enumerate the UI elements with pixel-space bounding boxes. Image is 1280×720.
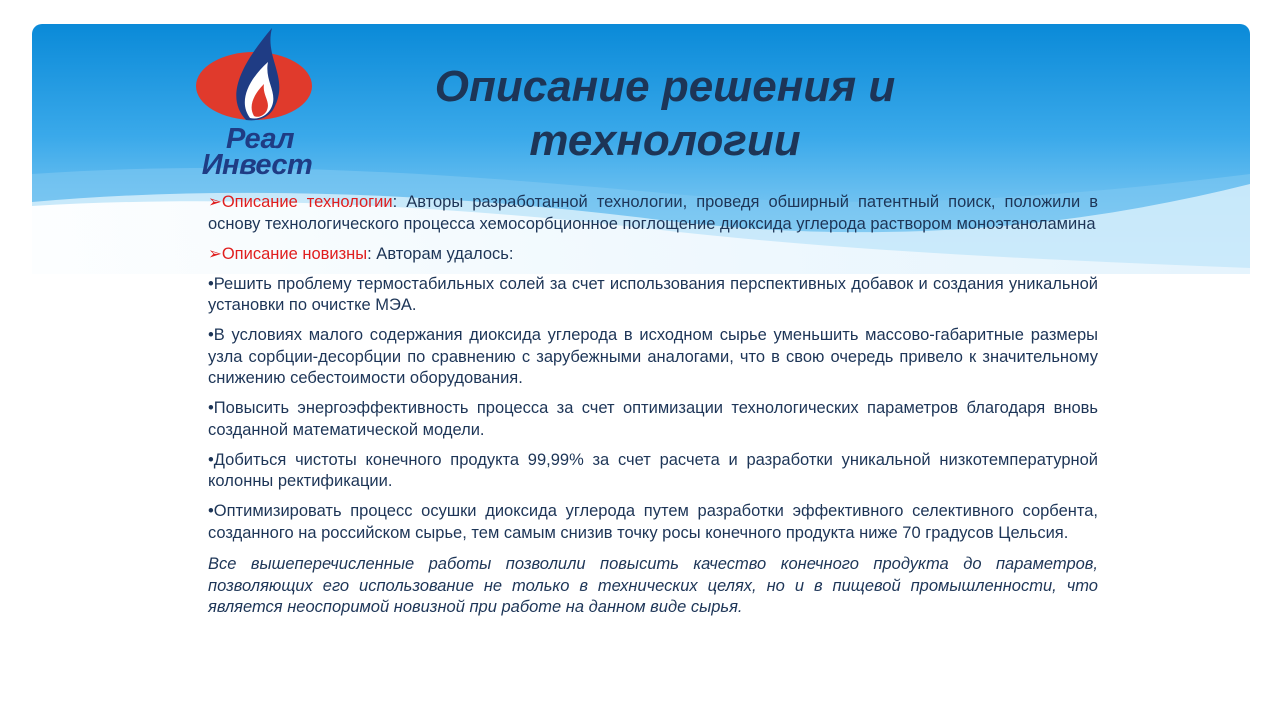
tech-label: Описание технологии xyxy=(221,193,393,211)
novelty-label: Описание новизны xyxy=(221,244,368,263)
logo-line-1: Реал xyxy=(226,123,294,155)
company-logo xyxy=(194,28,320,180)
logo-line-2: Инвест xyxy=(201,149,313,181)
bullet-item: •Оптимизировать процесс осушки диоксида углерода путем разработки эффективного селективного сорбента, созданного на российском сырье, тем самым снизив точку росы конечного продукта ниже 70 градусов Цельсия. xyxy=(208,502,1098,542)
bullet-item: •Повысить энергоэффективность процесса за счет оптимизации технологических параметров благодаря вновь созданной математической модели. xyxy=(208,399,1098,439)
tech-text: : Авторы разработанной технологии, проведя обширный патентный поиск, положили в основу технологического процесса хемосорбционное поглощение диоксида углерода раствором моноэтаноламина xyxy=(208,193,1098,233)
bullet-item: •Решить проблему термостабильных солей за счет использования перспективных добавок и создания уникальной установки по очистке МЭА. xyxy=(208,274,1098,314)
bullet-item: •В условиях малого содержания диоксида углерода в исходном сырье уменьшить массово-габаритные размеры узла сорбции-десорбции по сравнению с зарубежными аналогами, что в свою очередь привело к значительному снижению себестоимости оборудования. xyxy=(208,326,1098,387)
conclusion-paragraph: Все вышеперечисленные работы позволили повысить качество конечного продукта до параметров, позволяющих его использование не только в технических целях, но и в пищевой промышленности, что является неоспоримой новизной при работе на данном виде сырья. xyxy=(208,555,1098,616)
tech-paragraph xyxy=(208,192,1098,235)
bullet-item: •Добиться чистоты конечного продукта 99,99% за счет расчета и разработки уникальной низкотемпературной колонны ректификации. xyxy=(208,450,1098,490)
slide-title: Описание решения и технологии xyxy=(434,62,896,165)
arrow-bullet-icon: ➢ xyxy=(208,193,222,211)
logo-wordmark xyxy=(194,123,320,181)
flame-logo-icon xyxy=(194,28,320,128)
slide-body xyxy=(208,192,1098,627)
novelty-paragraph xyxy=(208,244,1098,266)
arrow-bullet-icon: ➢ xyxy=(208,244,222,263)
novelty-text: : Авторам удалось: xyxy=(367,244,514,263)
